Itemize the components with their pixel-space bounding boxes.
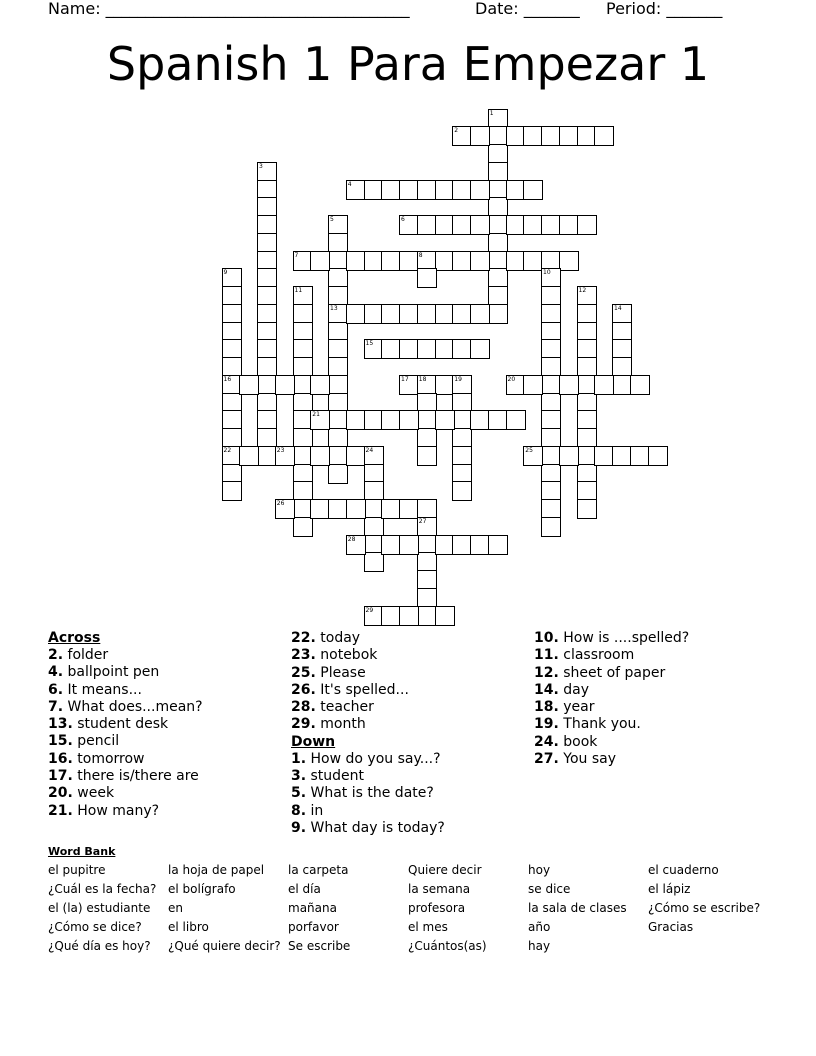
clue-text: today <box>320 630 361 646</box>
grid-cell[interactable] <box>328 464 348 484</box>
grid-cell[interactable] <box>346 499 366 519</box>
clue-number: 11. <box>534 647 559 664</box>
word-bank-item: ¿Cuál es la fecha? <box>48 882 157 896</box>
word-bank-item: la hoja de papel <box>168 863 265 877</box>
clue-number: 18. <box>534 699 559 716</box>
clue-text: What day is today? <box>310 819 445 836</box>
word-bank-item: profesora <box>408 901 466 915</box>
grid-cell[interactable] <box>239 446 259 466</box>
clue-text: student <box>310 768 365 785</box>
grid-cell[interactable] <box>559 375 579 395</box>
clue-number-label: 16 <box>223 375 232 383</box>
clue-number: 4. <box>48 664 64 681</box>
clue-number-label: 3 <box>259 162 263 170</box>
word-bank-item: ¿Qué día es hoy? <box>48 939 151 953</box>
grid-cell[interactable] <box>523 180 543 200</box>
across-clue <box>48 733 203 750</box>
clue-number-label: 6 <box>401 216 405 223</box>
clue-text: How is ....spelled? <box>563 630 690 646</box>
grid-cell[interactable] <box>364 552 384 572</box>
down-clue <box>534 751 689 768</box>
across-clue <box>48 716 203 733</box>
grid-cell[interactable] <box>399 535 419 555</box>
grid-cell[interactable] <box>630 375 650 395</box>
clue-number: 17. <box>48 768 73 785</box>
grid-cell[interactable] <box>470 180 490 200</box>
date-field[interactable]: Date: _______ <box>475 0 580 18</box>
grid-cell[interactable] <box>417 268 437 288</box>
grid-cell[interactable] <box>399 410 419 430</box>
word-bank-item: mañana <box>288 901 337 915</box>
down-clue <box>291 768 445 785</box>
clue-number: 15. <box>48 733 73 750</box>
clue-number: 28. <box>291 699 316 716</box>
clue-number-label: 20 <box>507 375 516 383</box>
clue-number-label: 1 <box>489 109 494 117</box>
word-bank-item: ¿Qué quiere decir? <box>168 939 281 953</box>
clue-number-label: 27 <box>418 517 427 525</box>
clue-number-label: 18 <box>418 375 427 383</box>
word-bank <box>48 845 768 956</box>
clue-text: year <box>563 699 595 716</box>
clue-number-label: 15 <box>365 340 374 348</box>
grid-cell[interactable] <box>506 410 526 430</box>
word-bank-item: Quiere decir <box>408 863 482 877</box>
clue-number: 6. <box>48 681 64 698</box>
clue-number: 9. <box>291 819 307 836</box>
clue-number: 8. <box>291 802 307 819</box>
across-clue <box>291 699 445 716</box>
clue-number: 2. <box>48 647 64 663</box>
across-clue <box>48 647 203 664</box>
across-clue <box>291 630 445 647</box>
clue-text: day <box>563 681 590 698</box>
word-bank-item: Se escribe <box>288 939 351 953</box>
word-bank-item: ¿Cómo se escribe? <box>648 901 761 915</box>
down-clue <box>534 699 689 716</box>
word-bank-item: el pupitre <box>48 863 106 877</box>
grid-cell[interactable] <box>470 339 490 359</box>
grid-cell[interactable] <box>559 446 579 466</box>
clue-text: It's spelled... <box>320 681 409 698</box>
grid-cell[interactable] <box>293 517 313 537</box>
clue-text: pencil <box>77 733 120 750</box>
clue-number: 23. <box>291 647 316 664</box>
grid-cell[interactable] <box>239 375 259 395</box>
across-clue <box>48 768 203 785</box>
clue-number-label: 5 <box>330 216 334 223</box>
grid-cell[interactable] <box>417 446 437 466</box>
word-bank-item: el lápiz <box>648 882 691 896</box>
down-clue <box>534 682 689 699</box>
clues-col2 <box>291 630 445 837</box>
clue-number-label: 4 <box>347 180 352 188</box>
across-clues-col1 <box>48 630 203 820</box>
across-clue <box>48 803 203 820</box>
grid-cell[interactable] <box>222 481 242 501</box>
clue-text: Please <box>320 664 366 681</box>
grid-cell[interactable] <box>275 375 295 395</box>
name-field[interactable]: Name: ______________________________________ <box>48 0 410 18</box>
across-clue <box>48 785 203 802</box>
clue-number: 19. <box>534 716 559 733</box>
grid-cell[interactable] <box>435 410 455 430</box>
word-bank-item: la sala de clases <box>528 901 627 915</box>
clue-text: Thank you. <box>563 716 641 733</box>
clue-text: month <box>320 716 366 733</box>
grid-cell[interactable] <box>488 535 508 555</box>
across-clue <box>48 699 203 716</box>
down-clue <box>291 785 445 802</box>
clue-text: in <box>310 802 324 819</box>
clue-number-label: 12 <box>578 287 587 294</box>
down-clue <box>291 820 445 837</box>
clues-col3 <box>534 630 689 768</box>
grid-cell[interactable] <box>470 215 490 235</box>
word-bank-item: el mes <box>408 920 448 934</box>
clue-number-label: 29 <box>365 606 374 614</box>
down-clue <box>534 630 689 647</box>
clue-number: 7. <box>48 698 64 715</box>
clue-number-label: 24 <box>365 446 374 454</box>
clue-number-label: 13 <box>330 304 338 312</box>
clue-number: 3. <box>291 768 307 785</box>
clue-number: 22. <box>291 630 316 646</box>
clue-number: 1. <box>291 750 307 767</box>
word-bank-item: porfavor <box>288 920 339 934</box>
grid-cell[interactable] <box>559 251 579 271</box>
clue-number-label: 9 <box>223 269 228 277</box>
down-clue <box>291 751 445 768</box>
clue-text: It means... <box>67 681 142 698</box>
clue-text: What is the date? <box>310 785 434 802</box>
page-title: Spanish 1 Para Empezar 1 <box>106 37 710 91</box>
across-clue <box>48 682 203 699</box>
grid-cell[interactable] <box>488 304 508 324</box>
clue-number: 21. <box>48 802 73 819</box>
grid-cell[interactable] <box>594 375 614 395</box>
clue-number-label: 17 <box>401 375 409 383</box>
clue-number-label: 2 <box>454 127 459 135</box>
word-bank-item: en <box>168 901 183 915</box>
clue-text: How do you say...? <box>310 750 441 767</box>
clue-text: What does...mean? <box>67 698 203 715</box>
period-field[interactable]: Period: _______ <box>606 0 723 18</box>
down-clue <box>534 665 689 682</box>
word-bank-item: el cuaderno <box>648 863 719 877</box>
grid-cell[interactable] <box>310 375 330 395</box>
grid-cell[interactable] <box>594 126 614 146</box>
word-bank-item: el (la) estudiante <box>48 901 151 915</box>
grid-cell[interactable] <box>541 517 561 537</box>
across-clue <box>291 647 445 664</box>
word-bank-item: la carpeta <box>288 863 349 877</box>
clue-text: student desk <box>77 716 169 733</box>
clue-number: 14. <box>534 681 559 698</box>
clue-text: notebok <box>320 647 378 664</box>
clue-number: 29. <box>291 716 316 733</box>
clue-text: ballpoint pen <box>67 664 160 681</box>
grid-cell[interactable] <box>310 251 330 271</box>
across-heading: Across <box>48 630 101 646</box>
word-bank-heading: Word Bank <box>48 845 116 858</box>
clue-text: sheet of paper <box>563 664 666 681</box>
word-bank-item: ¿Cuántos(as) <box>408 939 487 953</box>
clue-text: How many? <box>77 802 160 819</box>
clue-number-label: 19 <box>454 375 462 383</box>
down-clue <box>291 803 445 820</box>
down-clue <box>534 734 689 751</box>
across-clue <box>291 665 445 682</box>
across-clue <box>291 716 445 733</box>
clue-text: folder <box>67 647 109 663</box>
down-heading: Down <box>291 733 336 750</box>
across-clue <box>48 751 203 768</box>
grid-cell[interactable] <box>523 375 543 395</box>
clue-number: 13. <box>48 716 73 733</box>
clue-number-label: 8 <box>418 251 423 259</box>
grid-cell[interactable] <box>470 304 490 324</box>
grid-cell[interactable] <box>399 606 419 626</box>
clue-text: book <box>563 733 598 750</box>
clue-text: week <box>77 785 115 802</box>
word-bank-item: año <box>528 920 551 934</box>
clue-number-label: 21 <box>312 411 320 419</box>
down-clue <box>534 716 689 733</box>
clue-number-label: 7 <box>294 251 299 259</box>
clue-number-label: 22 <box>223 446 232 454</box>
grid-cell[interactable] <box>310 446 330 466</box>
clue-number-label: 14 <box>614 304 622 312</box>
clue-number: 25. <box>291 664 316 681</box>
word-bank-item: Gracias <box>648 920 694 934</box>
clue-number: 20. <box>48 785 73 802</box>
grid-cell[interactable] <box>577 499 597 519</box>
clue-number-label: 28 <box>347 535 356 543</box>
clue-text: teacher <box>320 699 374 716</box>
clue-number-label: 10 <box>543 269 551 277</box>
grid-cell[interactable] <box>452 481 472 501</box>
clue-text: You say <box>563 751 617 768</box>
across-clue <box>291 682 445 699</box>
across-clue <box>48 664 203 681</box>
grid-cell[interactable] <box>577 215 597 235</box>
word-bank-item: ¿Cómo se dice? <box>48 920 142 934</box>
word-bank-item: el bolígrafo <box>168 882 236 896</box>
clue-number: 26. <box>291 681 316 698</box>
clue-number: 5. <box>291 785 307 802</box>
grid-cell[interactable] <box>470 126 490 146</box>
clue-text: there is/there are <box>77 768 199 785</box>
word-bank-item: el día <box>288 882 321 896</box>
down-clue <box>534 647 689 664</box>
grid-cell[interactable] <box>648 446 668 466</box>
clue-number: 16. <box>48 750 73 767</box>
clue-number: 24. <box>534 733 559 750</box>
word-bank-item: el libro <box>168 920 209 934</box>
clue-number-label: 23 <box>276 446 285 454</box>
clue-number-label: 11 <box>294 287 303 294</box>
clue-number: 27. <box>534 751 559 768</box>
word-bank-item: hay <box>528 939 551 953</box>
word-bank-item: se dice <box>528 882 571 896</box>
grid-cell[interactable] <box>435 606 455 626</box>
clue-number: 12. <box>534 664 559 681</box>
clue-number-label: 25 <box>525 446 533 454</box>
word-bank-item: hoy <box>528 863 551 877</box>
grid-cell[interactable] <box>470 251 490 271</box>
clue-number: 10. <box>534 630 559 646</box>
clue-text: classroom <box>563 647 635 664</box>
clue-text: tomorrow <box>77 750 145 767</box>
clue-number-label: 26 <box>276 500 285 507</box>
word-bank-item: la semana <box>408 882 471 896</box>
